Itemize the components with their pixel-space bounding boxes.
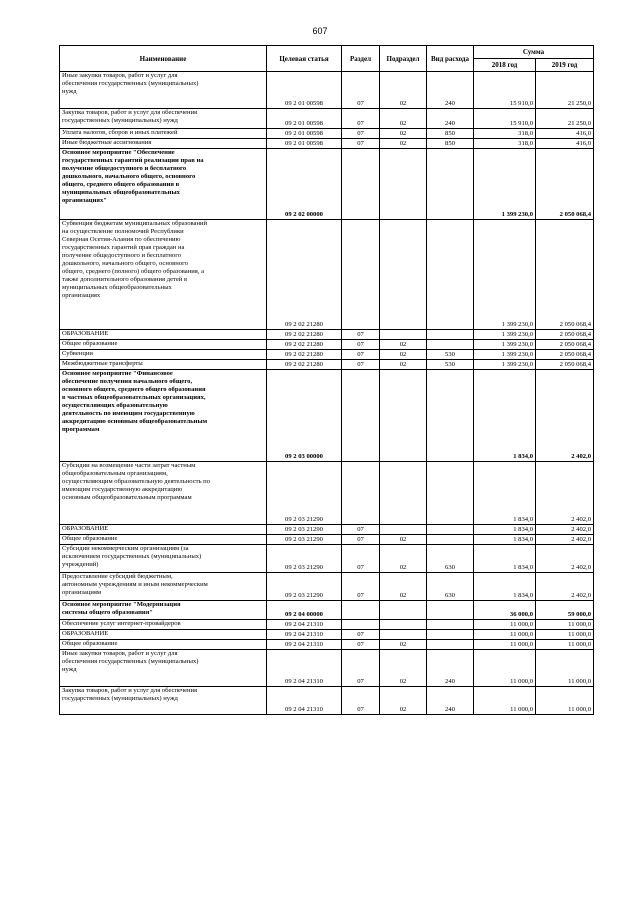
header-subsection: Подраздел [380,46,427,72]
page-number: 607 [312,26,328,36]
cell-2018: 318,0 [474,139,536,149]
cell-target: 09 2 04 21310 [267,650,342,687]
cell-subsection: 02 [380,640,427,650]
cell-subsection: 02 [380,72,427,109]
table-row [60,340,594,350]
cell-2018: 1 399 230,0 [474,340,536,350]
cell-section: 07 [342,573,380,601]
cell-subsection [380,601,427,620]
cell-expense-type: 630 [427,545,474,573]
cell-2018: 1 834,0 [474,370,536,462]
cell-target: 09 2 02 21280 [267,340,342,350]
cell-section: 07 [342,535,380,545]
cell-target: 09 2 02 21280 [267,220,342,330]
cell-section [342,149,380,220]
table-row [60,687,594,715]
cell-2019: 2 050 068,4 [536,360,594,370]
cell-section: 07 [342,129,380,139]
cell-expense-type [427,525,474,535]
header-name: Наименование [60,46,267,72]
cell-target: 09 2 04 00000 [267,601,342,620]
cell-section: 07 [342,340,380,350]
cell-section: 07 [342,545,380,573]
table-row [60,72,594,109]
cell-2018: 11 000,0 [474,640,536,650]
cell-2019: 2 402,0 [536,462,594,525]
cell-2019: 11 000,0 [536,630,594,640]
table-row [60,350,594,360]
cell-2019: 11 000,0 [536,640,594,650]
cell-expense-type [427,630,474,640]
cell-2018: 11 000,0 [474,620,536,630]
table-row [60,330,594,340]
cell-subsection: 02 [380,535,427,545]
cell-section [342,220,380,330]
table-row [60,139,594,149]
header-section: Раздел [342,46,380,72]
cell-name: Закупка товаров, работ и услуг для обеспечения государственных (муниципальных) нужд [60,109,267,129]
cell-subsection: 02 [380,545,427,573]
header-year-2018: 2018 год [474,59,536,72]
table-body [60,72,594,715]
table-row [60,630,594,640]
table-row [60,545,594,573]
cell-name: Субвенции [60,350,267,360]
cell-target: 09 2 01 00598 [267,129,342,139]
cell-target: 09 2 02 00000 [267,149,342,220]
cell-2019: 21 250,0 [536,109,594,129]
cell-name: Иные закупки товаров, работ и услуг для обеспечения государственных (муниципальных) нужд [60,650,267,687]
header-expense-type: Вид расхода [427,46,474,72]
cell-target: 09 2 02 21280 [267,360,342,370]
cell-name: ОБРАЗОВАНИЕ [60,525,267,535]
cell-name: Субсидии на возмещение части затрат частным общеобразовательным организациям, осуществляющим образовательную деятельность по имеющим государственную аккредитацию основным общеобразовательным программам [60,462,267,525]
cell-name: Иные бюджетные ассигнования [60,139,267,149]
cell-subsection: 02 [380,109,427,129]
cell-name: Основное мероприятие "Финансовое обеспечение получения начального общего, основного общего, среднего общего образования в частных общеобразовательных организациях, осуществляющих образовательную деятельность по имеющим государственную аккредитацию основным общеобразовательным программам [60,370,267,462]
cell-name: Закупка товаров, работ и услуг для обеспечения государственных (муниципальных) нужд [60,687,267,715]
table-row [60,573,594,601]
cell-subsection: 02 [380,360,427,370]
cell-2019: 2 050 068,4 [536,220,594,330]
table-row [60,149,594,220]
cell-name: Общее образование [60,640,267,650]
cell-2019: 59 000,0 [536,601,594,620]
cell-section: 07 [342,139,380,149]
cell-section: 07 [342,630,380,640]
cell-name: Общее образование [60,535,267,545]
cell-name: Основное мероприятие "Модернизация системы общего образования" [60,601,267,620]
cell-section: 07 [342,360,380,370]
cell-target: 09 2 04 21310 [267,630,342,640]
header-year-2019: 2019 год [536,59,594,72]
cell-subsection: 02 [380,573,427,601]
cell-expense-type: 240 [427,650,474,687]
cell-target: 09 2 03 21290 [267,462,342,525]
cell-expense-type [427,601,474,620]
cell-section: 07 [342,72,380,109]
cell-2019: 2 050 068,4 [536,149,594,220]
cell-2018: 36 000,0 [474,601,536,620]
cell-subsection [380,525,427,535]
cell-expense-type: 530 [427,360,474,370]
cell-2019: 21 250,0 [536,72,594,109]
cell-subsection [380,620,427,630]
cell-section: 07 [342,109,380,129]
table-row [60,462,594,525]
cell-expense-type: 240 [427,109,474,129]
cell-2019: 11 000,0 [536,687,594,715]
table-row [60,360,594,370]
cell-2019: 416,0 [536,129,594,139]
cell-subsection [380,630,427,640]
cell-target: 09 2 03 21290 [267,545,342,573]
table-row [60,220,594,330]
cell-2019: 2 402,0 [536,545,594,573]
cell-2019: 2 402,0 [536,573,594,601]
cell-2018: 1 834,0 [474,573,536,601]
table-row [60,535,594,545]
cell-2018: 1 834,0 [474,462,536,525]
cell-subsection: 02 [380,129,427,139]
cell-target: 09 2 03 21290 [267,573,342,601]
cell-2018: 318,0 [474,129,536,139]
cell-subsection: 02 [380,650,427,687]
cell-target: 09 2 01 00598 [267,72,342,109]
cell-section [342,620,380,630]
cell-section: 07 [342,330,380,340]
cell-2018: 1 399 230,0 [474,350,536,360]
cell-expense-type: 530 [427,350,474,360]
cell-2018: 1 834,0 [474,535,536,545]
header-target: Целевая статья [267,46,342,72]
cell-2018: 1 834,0 [474,545,536,573]
table-row [60,129,594,139]
table-row [60,109,594,129]
cell-2019: 11 000,0 [536,650,594,687]
cell-name: Субсидии некоммерческим организациям (за исключением государственных (муниципальных) учреждений) [60,545,267,573]
cell-section: 07 [342,640,380,650]
cell-target: 09 2 03 21290 [267,525,342,535]
cell-target: 09 2 04 21310 [267,640,342,650]
cell-section: 07 [342,525,380,535]
cell-2019: 2 402,0 [536,370,594,462]
cell-subsection: 02 [380,687,427,715]
cell-2019: 2 050 068,4 [536,340,594,350]
cell-expense-type: 850 [427,139,474,149]
cell-subsection [380,220,427,330]
cell-expense-type [427,149,474,220]
cell-2019: 11 000,0 [536,620,594,630]
cell-expense-type [427,220,474,330]
cell-name: ОБРАЗОВАНИЕ [60,330,267,340]
cell-expense-type [427,340,474,350]
cell-target: 09 2 01 00598 [267,139,342,149]
cell-2018: 1 834,0 [474,525,536,535]
table-row [60,601,594,620]
table-row [60,620,594,630]
cell-expense-type: 850 [427,129,474,139]
cell-subsection [380,149,427,220]
cell-name: Общее образование [60,340,267,350]
cell-target: 09 2 02 21280 [267,330,342,340]
cell-section [342,462,380,525]
cell-2018: 1 399 230,0 [474,360,536,370]
cell-name: Уплата налогов, сборов и иных платежей [60,129,267,139]
cell-name: Предоставление субсидий бюджетным, автономным учреждениям и иным некоммерческим организациям [60,573,267,601]
cell-2019: 2 050 068,4 [536,350,594,360]
cell-expense-type [427,462,474,525]
cell-name: ОБРАЗОВАНИЕ [60,630,267,640]
cell-name: Обеспечение услуг интернет-провайдеров [60,620,267,630]
cell-2018: 1 399 230,0 [474,220,536,330]
cell-target: 09 2 03 00000 [267,370,342,462]
table-row [60,525,594,535]
header-sum: Сумма [474,46,594,59]
cell-2019: 2 402,0 [536,535,594,545]
cell-2018: 15 910,0 [474,109,536,129]
cell-name: Основное мероприятие "Обеспечение государственных гарантий реализации прав на получение общедоступного и бесплатного дошкольного, начального общего, основного общего, среднего общего образования в муниципальных общеобразовательных организациях" [60,149,267,220]
budget-table [59,45,594,715]
cell-2018: 1 399 230,0 [474,330,536,340]
cell-2018: 1 399 230,0 [474,149,536,220]
cell-2018: 11 000,0 [474,687,536,715]
cell-expense-type [427,640,474,650]
cell-section: 07 [342,650,380,687]
table-row [60,640,594,650]
cell-2019: 2 050 068,4 [536,330,594,340]
cell-expense-type [427,330,474,340]
cell-2019: 416,0 [536,139,594,149]
cell-expense-type: 240 [427,687,474,715]
cell-2018: 15 910,0 [474,72,536,109]
cell-subsection: 02 [380,340,427,350]
cell-subsection: 02 [380,350,427,360]
table-row [60,650,594,687]
cell-section: 07 [342,350,380,360]
cell-expense-type [427,535,474,545]
cell-subsection [380,462,427,525]
cell-subsection [380,370,427,462]
cell-target: 09 2 04 21310 [267,620,342,630]
cell-2019: 2 402,0 [536,525,594,535]
cell-name: Межбюджетные трансферты [60,360,267,370]
cell-name: Субвенция бюджетам муниципальных образований на осуществление полномочий Республики Северная Осетия-Алания по обеспечению государственных гарантий прав граждан на получение общедоступного и бесплатного дошкольного, начального общего, основного общего, среднего (полного) общего образования, а также дополнительного образования детей в муниципальных общеобразовательных организациях [60,220,267,330]
cell-subsection: 02 [380,139,427,149]
table-row [60,370,594,462]
cell-target: 09 2 04 21310 [267,687,342,715]
cell-target: 09 2 02 21280 [267,350,342,360]
cell-expense-type [427,620,474,630]
cell-expense-type [427,370,474,462]
cell-target: 09 2 03 21290 [267,535,342,545]
cell-subsection [380,330,427,340]
cell-expense-type: 630 [427,573,474,601]
cell-section: 07 [342,687,380,715]
cell-2018: 11 000,0 [474,650,536,687]
cell-target: 09 2 01 00598 [267,109,342,129]
cell-2018: 11 000,0 [474,630,536,640]
cell-section [342,370,380,462]
cell-section [342,601,380,620]
cell-name: Иные закупки товаров, работ и услуг для обеспечения государственных (муниципальных) нужд [60,72,267,109]
cell-expense-type: 240 [427,72,474,109]
